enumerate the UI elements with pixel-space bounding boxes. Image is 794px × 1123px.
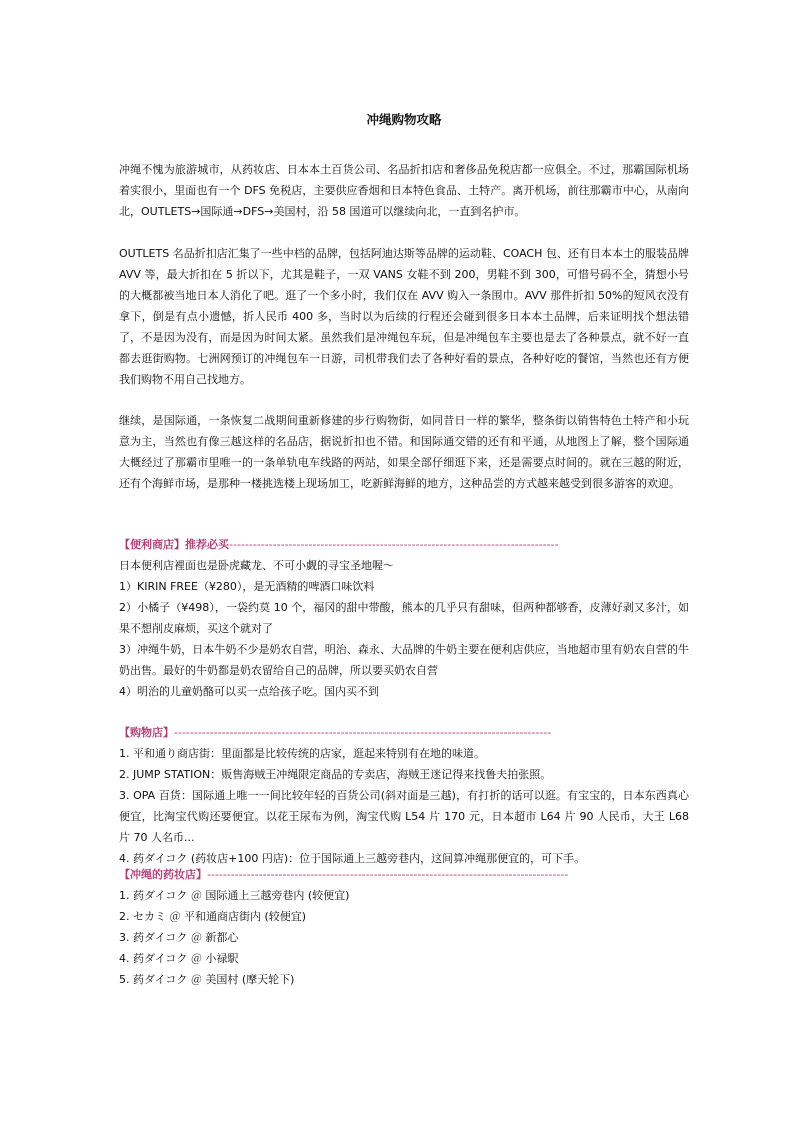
document-title: 冲绳购物攻略 bbox=[366, 112, 442, 127]
drugstore-section bbox=[119, 864, 689, 990]
list-item: 4. 药ダイコク (药妆店+100 円店)：位于国际通上三越旁巷内，这间算冲绳那便宜的，可下手。 bbox=[119, 852, 586, 865]
section-heading-text: 【便利商店】推荐必买 bbox=[119, 538, 229, 551]
list-item: 2）小橘子（¥498），一袋约莫 10 个，福冈的甜中带酸，熊本的几乎只有甜味，但两种都够香，皮薄好剥又多汁，如果不想削皮麻烦，买这个就对了 bbox=[119, 601, 689, 635]
section-heading bbox=[119, 722, 689, 743]
list-item: 4. 药ダイコク ＠ 小禄駅 bbox=[119, 952, 239, 965]
section-heading bbox=[119, 864, 689, 885]
list-item: 4）明治的儿童奶酪可以买一点给孩子吃。国内买不到 bbox=[119, 685, 379, 698]
shopping-store-section bbox=[119, 722, 689, 869]
section-divider: ------------------------------------------------------------------------------------------- bbox=[207, 868, 569, 881]
list-item: 5. 药ダイコク ＠ 美国村 (摩天轮下) bbox=[119, 973, 295, 986]
list-item: 1）KIRIN FREE（¥280），是无酒精的啤酒口味饮料 bbox=[119, 580, 375, 593]
section-heading-text: 【购物店】 bbox=[119, 726, 174, 739]
list-item: 1. 药ダイコク ＠ 国际通上三越旁巷内 (较便宜) bbox=[119, 889, 350, 902]
list-item: 日本便利店裡面也是卧虎藏龙、不可小觑的寻宝圣地喔～ bbox=[119, 559, 394, 572]
intro-paragraph: 冲绳不愧为旅游城市，从药妆店、日本本土百货公司、名品折扣店和奢侈品免税店都一应俱全。不过，那霸国际机场着实很小，里面也有一个 DFS 免税店，主要供应香烟和日本特色食品、土特产。离开机场，前往那霸市中心，从南向北，OUTLETS→国际通→DFS→美国村，沿 58 国道可以继续向北，一直到名护市。 bbox=[119, 163, 689, 218]
section-divider: ----------------------------------------------------------------------------------- bbox=[229, 538, 559, 551]
list-item: 2. JUMP STATION：贩售海贼王冲绳限定商品的专卖店，海贼王迷记得来找鲁夫拍张照。 bbox=[119, 768, 552, 781]
list-item: 3. 药ダイコク ＠ 新都心 bbox=[119, 931, 239, 944]
section-heading-text: 【冲绳的药妆店】 bbox=[119, 868, 207, 881]
kokusai-paragraph: 继续，是国际通，一条恢复二战期间重新修建的步行购物街，如同昔日一样的繁华，整条街以销售特色土特产和小玩意为主，当然也有像三越这样的名品店，据说折扣也不错。和国际通交错的还有和平通，从地图上了解，整个国际通大概经过了那霸市里唯一的一条单轨电车线路的两站，如果全部仔细逛下来，还是需要点时间的。就在三越的附近，还有个海鲜市场，是那种一楼挑选楼上现场加工，吃新鲜海鲜的地方，这种品尝的方式越来越受到很多游客的欢迎。 bbox=[119, 414, 689, 490]
section-heading bbox=[119, 534, 689, 555]
outlets-paragraph: OUTLETS 名品折扣店汇集了一些中档的品牌，包括阿迪达斯等品牌的运动鞋、COACH 包、还有日本本土的服装品牌 AVV 等，最大折扣在 5 折以下，尤其是鞋子，一双 VANS 女鞋不到 200，男鞋不到 300，可惜号码不全，猜想小号的大概都被当地日本人消化了吧。逛了一个多小时，我们仅在 AVV 购入一条围巾。AVV 那件折扣 50%的短风衣没有拿下，倒是有点小遗憾，折人民币 400 多，当时以为后续的行程还会碰到很多日本本土品牌，后来证明找个想法错了，不是因为没有，而是因为时间太紧。虽然我们是冲绳包车玩，但是冲绳包车主要也是去了各种景点，就不好一直都去逛街购物。七洲网预订的冲绳包车一日游，司机带我们去了各种好看的景点，各种好吃的餐馆，当然也还有方便我们购物不用自己找地方。 bbox=[119, 247, 689, 386]
list-item: 3. OPA 百货：国际通上唯一一间比较年轻的百货公司(斜对面是三越)，有打折的话可以逛。有宝宝的，日本东西真心便宜，比淘宝代购还要便宜。以花王尿布为例，淘宝代购 L54 片 170 元，日本超市 L64 片 90 人民币，大王 L68 片 70 人名币... bbox=[119, 789, 689, 844]
list-item: 1. 平和通り商店街：里面都是比较传统的店家，逛起来特别有在地的味道。 bbox=[119, 747, 485, 760]
list-item: 3）冲绳牛奶，日本牛奶不少是奶农自营，明治、森永、大品牌的牛奶主要在便利店供应，当地超市里有奶农自营的牛奶出售。最好的牛奶都是奶农留给自己的品牌，所以要买奶农自营 bbox=[119, 643, 689, 677]
list-item: 2. セカミ ＠ 平和通商店街内 (较便宜) bbox=[119, 910, 307, 923]
convenience-store-section bbox=[119, 534, 689, 702]
section-divider: ----------------------------------------------------------------------------------------------- bbox=[174, 726, 552, 739]
